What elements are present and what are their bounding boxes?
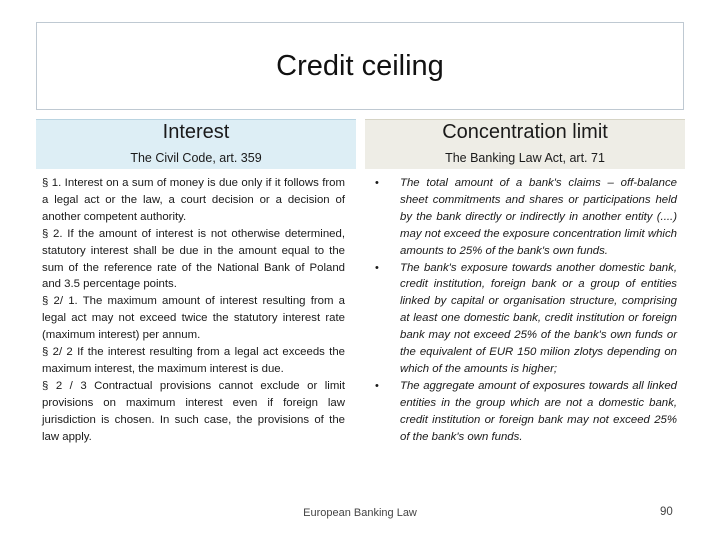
- bullet-text: The total amount of a bank's claims – off-balance sheet commitments and shares or participations held by the bank directly or indirectly in another entity (....) may not exceed the exposure concentration limit which amounts to 25% of the bank's own funds.: [400, 177, 677, 257]
- bullet-text: The aggregate amount of exposures towards all linked entities in the group which are not a domestic bank, credit institution or foreign bank may not exceed 25% of the bank's own funds.: [400, 379, 677, 443]
- slide-title: Credit ceiling: [276, 49, 444, 82]
- banking-law-subheading: The Banking Law Act, art. 71: [445, 151, 605, 165]
- bullet-text: The bank's exposure towards another domestic bank, credit institution, foreign bank or a group of entities linked by capital or organisation structure, comprising at least one domestic bank, credit institution or foreign bank may not exceed 25% of the bank's own funds or the equivalent of EUR 150 milion zlotys depending on which of the amounts is higher;: [400, 261, 677, 375]
- interest-header: [36, 119, 356, 169]
- page-number: 90: [660, 506, 673, 518]
- interest-paragraph: § 2/ 2 If the interest resulting from a legal act exceeds the maximum interest, the maximum interest is due.: [42, 346, 345, 375]
- bullet-icon: •: [375, 379, 379, 392]
- interest-paragraph: § 2/ 1. The maximum amount of interest resulting from a legal act may not exceed twice the statutory interest rate (maximum interest) per annum.: [42, 295, 345, 342]
- interest-heading: Interest: [162, 121, 230, 143]
- interest-paragraph: § 2 / 3 Contractual provisions cannot exclude or limit provisions on maximum interest even if foreign law jurisdiction is chosen. In such case, the provisions of the law apply.: [42, 379, 345, 443]
- civil-code-subheading: The Civil Code, art. 359: [130, 151, 262, 165]
- title-box: [36, 22, 684, 110]
- concentration-list: [365, 175, 677, 446]
- list-item: [365, 175, 677, 260]
- interest-paragraph: § 1. Interest on a sum of money is due only if it follows from a legal act or the law, a court decision or a decision of another competent authority.: [42, 177, 345, 223]
- list-item: [365, 260, 677, 378]
- bullet-icon: •: [375, 261, 379, 274]
- concentration-header: [365, 119, 685, 169]
- concentration-heading: Concentration limit: [442, 121, 608, 143]
- footer-text: European Banking Law: [303, 507, 417, 519]
- interest-text: [42, 175, 345, 446]
- interest-paragraph: § 2. If the amount of interest is not otherwise determined, statutory interest shall be due in the amount equal to the sum of the reference rate of the National Bank of Poland and 3.5 percentage points.: [42, 227, 345, 291]
- list-item: [365, 378, 677, 446]
- bullet-icon: •: [375, 177, 379, 189]
